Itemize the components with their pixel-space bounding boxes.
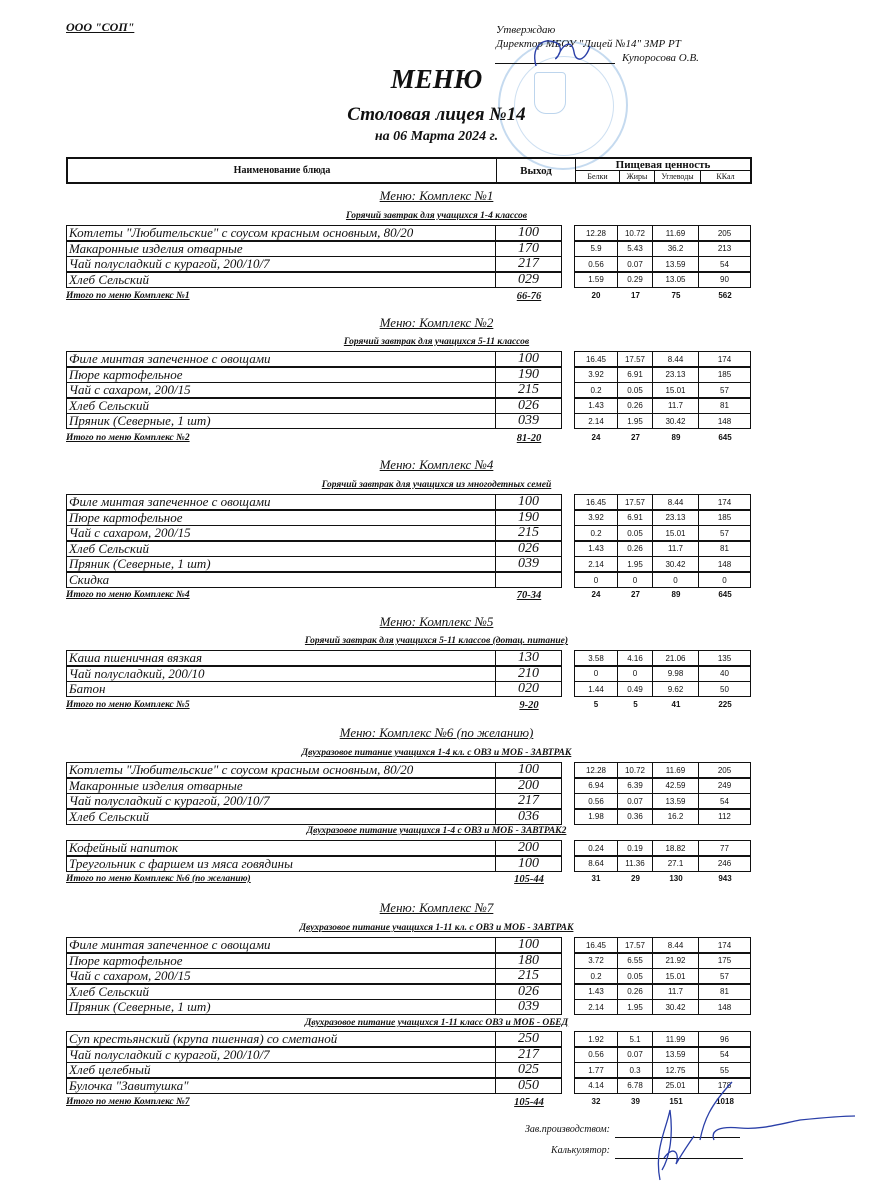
- dish-proteins: 2.14: [574, 413, 618, 429]
- group-subtitle: Горячий завтрак для учащихся 1-4 классов: [345, 211, 528, 221]
- dish-carbs: 23.13: [653, 510, 699, 526]
- dish-output: [496, 572, 562, 588]
- dish-carbs: 9.62: [653, 681, 699, 697]
- dish-name: Филе минтая запеченное с овощами: [66, 351, 496, 367]
- dish-fats: 0.26: [618, 984, 653, 1000]
- table-row: [66, 968, 752, 984]
- dish-carbs: 8.44: [653, 937, 699, 953]
- dish-proteins: 1.44: [574, 681, 618, 697]
- dish-proteins: 6.94: [574, 778, 618, 794]
- dish-proteins: 0.2: [574, 382, 618, 398]
- dish-output: 200: [496, 840, 562, 856]
- column-header-carbs: Углеводы: [655, 171, 701, 182]
- total-kcal: 1018: [716, 1097, 734, 1106]
- dish-kcal: 246: [699, 856, 751, 872]
- dish-fats: 0.29: [618, 272, 653, 288]
- dish-carbs: 27.1: [653, 856, 699, 872]
- calculator-label: Калькулятор:: [551, 1145, 610, 1156]
- table-row: [66, 937, 752, 953]
- dish-output: 170: [496, 241, 562, 257]
- total-label: Итого по меню Комплекс №4: [66, 590, 190, 600]
- dish-carbs: 11.7: [653, 541, 699, 557]
- dish-name: Макаронные изделия отварные: [66, 778, 496, 794]
- dish-kcal: 40: [699, 666, 751, 682]
- group-subtitle: Двухразовое питание учащихся 1-11 кл. с ОВЗ и МОБ - ЗАВТРАК: [299, 923, 574, 933]
- dish-proteins: 4.14: [574, 1078, 618, 1094]
- section-title: Меню: Комплекс №1: [379, 188, 494, 203]
- approve-director: Директор МБОУ "Лицей №14" ЗМР РТ: [496, 38, 681, 50]
- dish-carbs: 16.2: [653, 809, 699, 825]
- dish-name: Котлеты "Любительские" с соусом красным основным, 80/20: [66, 762, 496, 778]
- dish-name: Чай полусладкий с курагой, 200/10/7: [66, 1047, 496, 1063]
- table-row: [66, 572, 752, 588]
- section-title: Меню: Комплекс №2: [379, 315, 494, 330]
- dish-proteins: 16.45: [574, 351, 618, 367]
- table-row: [66, 525, 752, 541]
- dish-output: 215: [496, 382, 562, 398]
- total-kcal: 943: [718, 874, 732, 883]
- dish-output: 217: [496, 256, 562, 272]
- dish-carbs: 25.01: [653, 1078, 699, 1094]
- dish-kcal: 57: [699, 525, 751, 541]
- dish-name: Скидка: [66, 572, 496, 588]
- dish-proteins: 3.92: [574, 367, 618, 383]
- dish-proteins: 8.64: [574, 856, 618, 872]
- dish-proteins: 1.43: [574, 398, 618, 414]
- dish-kcal: 148: [699, 556, 751, 572]
- total-proteins: 24: [591, 433, 601, 442]
- dish-carbs: 11.99: [653, 1031, 699, 1047]
- dish-kcal: 185: [699, 510, 751, 526]
- table-row: [66, 856, 752, 872]
- dish-carbs: 11.69: [653, 762, 699, 778]
- table-row: [66, 510, 752, 526]
- dish-proteins: 1.92: [574, 1031, 618, 1047]
- total-label: Итого по меню Комплекс №6 (по желанию): [66, 874, 251, 884]
- dish-kcal: 54: [699, 793, 751, 809]
- total-price: 66-76: [516, 291, 542, 302]
- dish-fats: 0.05: [618, 525, 653, 541]
- dish-name: Котлеты "Любительские" с соусом красным основным, 80/20: [66, 225, 496, 241]
- dish-fats: 17.57: [618, 937, 653, 953]
- dish-fats: 0.07: [618, 1047, 653, 1063]
- dish-fats: 6.55: [618, 953, 653, 969]
- dish-fats: 1.95: [618, 999, 653, 1015]
- dish-proteins: 0: [574, 666, 618, 682]
- dish-carbs: 13.59: [653, 1047, 699, 1063]
- dish-proteins: 0.2: [574, 968, 618, 984]
- dish-fats: 10.72: [618, 762, 653, 778]
- total-kcal: 225: [718, 700, 732, 709]
- production-signature-icon: [640, 1070, 860, 1185]
- dish-name: Суп крестьянский (крупа пшенная) со сметаной: [66, 1031, 496, 1047]
- total-proteins: 20: [591, 291, 601, 300]
- total-label: Итого по меню Комплекс №1: [66, 291, 190, 301]
- dish-proteins: 2.14: [574, 999, 618, 1015]
- dish-output: 100: [496, 856, 562, 872]
- total-price: 70-34: [516, 590, 542, 601]
- dish-output: 020: [496, 681, 562, 697]
- dish-output: 215: [496, 525, 562, 541]
- total-proteins: 24: [591, 590, 601, 599]
- total-label: Итого по меню Комплекс №7: [66, 1097, 190, 1107]
- dish-fats: 1.95: [618, 413, 653, 429]
- dish-proteins: 1.77: [574, 1062, 618, 1078]
- dish-name: Филе минтая запеченное с овощами: [66, 937, 496, 953]
- dish-fats: 0.07: [618, 793, 653, 809]
- table-row: [66, 256, 752, 272]
- dish-name: Пюре картофельное: [66, 367, 496, 383]
- dish-kcal: 205: [699, 225, 751, 241]
- dish-output: 100: [496, 494, 562, 510]
- dish-proteins: 0.24: [574, 840, 618, 856]
- dish-carbs: 42.59: [653, 778, 699, 794]
- dish-kcal: 81: [699, 398, 751, 414]
- total-fats: 29: [631, 874, 640, 883]
- dish-kcal: 112: [699, 809, 751, 825]
- dish-carbs: 15.01: [653, 968, 699, 984]
- column-header-nutrition: Пищевая ценность: [576, 159, 750, 171]
- dish-kcal: 175: [699, 953, 751, 969]
- dish-carbs: 15.01: [653, 382, 699, 398]
- dish-kcal: 174: [699, 351, 751, 367]
- total-carbs: 130: [669, 874, 683, 883]
- dish-carbs: 18.82: [653, 840, 699, 856]
- section-title: Меню: Комплекс №7: [379, 900, 494, 915]
- dish-kcal: 213: [699, 241, 751, 257]
- dish-fats: 11.36: [618, 856, 653, 872]
- dish-fats: 0.3: [618, 1062, 653, 1078]
- table-row: [66, 556, 752, 572]
- column-header-proteins: Белки: [576, 171, 620, 182]
- table-row: [66, 984, 752, 1000]
- dish-output: 025: [496, 1062, 562, 1078]
- dish-output: 250: [496, 1031, 562, 1047]
- dish-carbs: 30.42: [653, 556, 699, 572]
- dish-fats: 6.78: [618, 1078, 653, 1094]
- dish-fats: 0: [618, 572, 653, 588]
- dish-kcal: 81: [699, 984, 751, 1000]
- dish-carbs: 21.06: [653, 650, 699, 666]
- dish-kcal: 185: [699, 367, 751, 383]
- table-row: [66, 793, 752, 809]
- dish-name: Пряник (Северные, 1 шт): [66, 999, 496, 1015]
- approve-director-name: Купоросова О.В.: [622, 52, 699, 64]
- dish-output: 029: [496, 272, 562, 288]
- page-subtitle: Столовая лицея №14: [347, 104, 526, 125]
- dish-fats: 5.1: [618, 1031, 653, 1047]
- dish-carbs: 13.59: [653, 256, 699, 272]
- dish-carbs: 8.44: [653, 351, 699, 367]
- dish-output: 100: [496, 351, 562, 367]
- dish-name: Пряник (Северные, 1 шт): [66, 413, 496, 429]
- dish-kcal: 174: [699, 494, 751, 510]
- dish-output: 190: [496, 510, 562, 526]
- total-proteins: 31: [591, 874, 601, 883]
- dish-carbs: 13.05: [653, 272, 699, 288]
- dish-output: 039: [496, 556, 562, 572]
- column-header-kcal: ККал: [716, 172, 735, 181]
- dish-output: 026: [496, 398, 562, 414]
- dish-kcal: 249: [699, 778, 751, 794]
- dish-name: Булочка "Завитушка": [66, 1078, 496, 1094]
- dish-name: Чай с сахаром, 200/15: [66, 525, 496, 541]
- dish-output: 215: [496, 968, 562, 984]
- table-row: [66, 650, 752, 666]
- dish-name: Пряник (Северные, 1 шт): [66, 556, 496, 572]
- dish-kcal: 0: [699, 572, 751, 588]
- total-carbs: 151: [669, 1097, 683, 1106]
- dish-output: 026: [496, 541, 562, 557]
- dish-kcal: 178: [699, 1078, 751, 1094]
- dish-proteins: 1.98: [574, 809, 618, 825]
- approve-label: Утверждаю: [496, 24, 556, 36]
- dish-fats: 10.72: [618, 225, 653, 241]
- dish-kcal: 81: [699, 541, 751, 557]
- dish-kcal: 50: [699, 681, 751, 697]
- group-subtitle: Горячий завтрак для учащихся 5-11 классов: [343, 337, 530, 347]
- dish-fats: 6.91: [618, 367, 653, 383]
- dish-output: 050: [496, 1078, 562, 1094]
- dish-output: 200: [496, 778, 562, 794]
- menu-date: на 06 Марта 2024 г.: [374, 129, 499, 144]
- dish-proteins: 0.56: [574, 1047, 618, 1063]
- dish-name: Хлеб Сельский: [66, 809, 496, 825]
- dish-name: Пюре картофельное: [66, 953, 496, 969]
- dish-name: Филе минтая запеченное с овощами: [66, 494, 496, 510]
- dish-name: Хлеб Сельский: [66, 984, 496, 1000]
- table-row: [66, 241, 752, 257]
- dish-name: Хлеб Сельский: [66, 272, 496, 288]
- dish-carbs: 30.42: [653, 999, 699, 1015]
- dish-output: 100: [496, 937, 562, 953]
- dish-kcal: 174: [699, 937, 751, 953]
- organization-name: ООО "СОП": [66, 20, 135, 34]
- dish-kcal: 55: [699, 1062, 751, 1078]
- dish-output: 036: [496, 809, 562, 825]
- dish-carbs: 15.01: [653, 525, 699, 541]
- dish-carbs: 8.44: [653, 494, 699, 510]
- column-header-output: Выход: [497, 159, 576, 182]
- table-row: [66, 351, 752, 367]
- dish-name: Хлеб Сельский: [66, 541, 496, 557]
- table-row: [66, 398, 752, 414]
- group-subtitle: Горячий завтрак для учащихся из многодетных семей: [321, 480, 552, 490]
- total-carbs: 41: [671, 700, 681, 709]
- dish-proteins: 1.43: [574, 541, 618, 557]
- dish-output: 190: [496, 367, 562, 383]
- dish-proteins: 3.58: [574, 650, 618, 666]
- dish-kcal: 77: [699, 840, 751, 856]
- dish-kcal: 205: [699, 762, 751, 778]
- total-kcal: 562: [718, 291, 732, 300]
- table-row: [66, 367, 752, 383]
- dish-carbs: 30.42: [653, 413, 699, 429]
- total-price: 105-44: [514, 1097, 544, 1108]
- dish-output: 100: [496, 762, 562, 778]
- total-kcal: 645: [718, 433, 732, 442]
- dish-output: 039: [496, 999, 562, 1015]
- group-subtitle: Горячий завтрак для учащихся 5-11 классов (дотац. питание): [304, 636, 569, 646]
- table-header: [66, 157, 752, 184]
- table-row: [66, 541, 752, 557]
- total-carbs: 75: [671, 291, 681, 300]
- total-price: 9-20: [519, 700, 539, 711]
- dish-kcal: 135: [699, 650, 751, 666]
- dish-fats: 0.36: [618, 809, 653, 825]
- dish-name: Треугольник с фаршем из мяса говядины: [66, 856, 496, 872]
- section-title: Меню: Комплекс №5: [379, 614, 494, 629]
- dish-name: Чай полусладкий, 200/10: [66, 666, 496, 682]
- dish-fats: 5.43: [618, 241, 653, 257]
- group-subtitle: Двухразовое питание учащихся 1-4 с ОВЗ и МОБ - ЗАВТРАК2: [306, 826, 567, 836]
- dish-fats: 6.39: [618, 778, 653, 794]
- total-fats: 39: [631, 1097, 640, 1106]
- dish-proteins: 3.92: [574, 510, 618, 526]
- dish-name: Чай полусладкий с курагой, 200/10/7: [66, 793, 496, 809]
- dish-kcal: 96: [699, 1031, 751, 1047]
- dish-carbs: 36.2: [653, 241, 699, 257]
- production-head-label: Зав.производством:: [524, 1124, 610, 1135]
- total-label: Итого по меню Комплекс №5: [66, 700, 190, 710]
- dish-proteins: 2.14: [574, 556, 618, 572]
- dish-proteins: 0.56: [574, 793, 618, 809]
- dish-proteins: 5.9: [574, 241, 618, 257]
- dish-proteins: 12.28: [574, 762, 618, 778]
- total-carbs: 89: [671, 433, 681, 442]
- table-row: [66, 1047, 752, 1063]
- total-fats: 17: [631, 291, 640, 300]
- dish-output: 026: [496, 984, 562, 1000]
- total-fats: 27: [631, 433, 640, 442]
- dish-fats: 0.05: [618, 382, 653, 398]
- dish-name: Каша пшеничная вязкая: [66, 650, 496, 666]
- dish-name: Хлеб Сельский: [66, 398, 496, 414]
- column-header-name: Наименование блюда: [68, 159, 497, 182]
- group-subtitle: Двухразовое питание учащихся 1-11 класс ОВЗ и МОБ - ОБЕД: [304, 1018, 569, 1028]
- table-row: [66, 999, 752, 1015]
- dish-kcal: 148: [699, 413, 751, 429]
- table-row: [66, 809, 752, 825]
- section-title: Меню: Комплекс №4: [379, 457, 494, 472]
- dish-proteins: 0.2: [574, 525, 618, 541]
- table-row: [66, 666, 752, 682]
- dish-name: Батон: [66, 681, 496, 697]
- dish-fats: 0: [618, 666, 653, 682]
- group-subtitle: Двухразовое питание учащихся 1-4 кл. с ОВЗ и МОБ - ЗАВТРАК: [301, 748, 572, 758]
- dish-fats: 17.57: [618, 494, 653, 510]
- table-row: [66, 494, 752, 510]
- table-row: [66, 953, 752, 969]
- dish-kcal: 148: [699, 999, 751, 1015]
- dish-name: Чай полусладкий с курагой, 200/10/7: [66, 256, 496, 272]
- table-row: [66, 681, 752, 697]
- dish-fats: 1.95: [618, 556, 653, 572]
- dish-fats: 0.49: [618, 681, 653, 697]
- dish-kcal: 90: [699, 272, 751, 288]
- table-row: [66, 1031, 752, 1047]
- dish-output: 100: [496, 225, 562, 241]
- table-row: [66, 413, 752, 429]
- total-proteins: 32: [591, 1097, 601, 1106]
- dish-proteins: 0: [574, 572, 618, 588]
- dish-proteins: 16.45: [574, 937, 618, 953]
- dish-carbs: 23.13: [653, 367, 699, 383]
- dish-output: 130: [496, 650, 562, 666]
- column-header-fats: Жиры: [620, 171, 655, 182]
- total-kcal: 645: [718, 590, 732, 599]
- dish-proteins: 12.28: [574, 225, 618, 241]
- total-label: Итого по меню Комплекс №2: [66, 433, 190, 443]
- table-row: [66, 382, 752, 398]
- dish-output: 180: [496, 953, 562, 969]
- dish-name: Чай с сахаром, 200/15: [66, 968, 496, 984]
- dish-name: Чай с сахаром, 200/15: [66, 382, 496, 398]
- dish-proteins: 16.45: [574, 494, 618, 510]
- dish-carbs: 11.69: [653, 225, 699, 241]
- dish-fats: 0.19: [618, 840, 653, 856]
- dish-fats: 0.07: [618, 256, 653, 272]
- total-price: 81-20: [516, 433, 542, 444]
- dish-fats: 0.26: [618, 541, 653, 557]
- dish-name: Хлеб целебный: [66, 1062, 496, 1078]
- dish-carbs: 11.7: [653, 984, 699, 1000]
- total-proteins: 5: [593, 700, 599, 709]
- dish-carbs: 9.98: [653, 666, 699, 682]
- table-row: [66, 762, 752, 778]
- total-carbs: 89: [671, 590, 681, 599]
- total-fats: 27: [631, 590, 640, 599]
- dish-output: 039: [496, 413, 562, 429]
- dish-output: 217: [496, 793, 562, 809]
- dish-carbs: 13.59: [653, 793, 699, 809]
- dish-output: 210: [496, 666, 562, 682]
- table-row: [66, 272, 752, 288]
- total-price: 105-44: [514, 874, 544, 885]
- dish-fats: 17.57: [618, 351, 653, 367]
- dish-kcal: 57: [699, 382, 751, 398]
- table-row: [66, 225, 752, 241]
- dish-output: 217: [496, 1047, 562, 1063]
- page-title: МЕНЮ: [390, 64, 483, 94]
- dish-name: Кофейный напиток: [66, 840, 496, 856]
- table-row: [66, 840, 752, 856]
- dish-proteins: 1.59: [574, 272, 618, 288]
- dish-kcal: 54: [699, 256, 751, 272]
- dish-fats: 0.26: [618, 398, 653, 414]
- dish-carbs: 11.7: [653, 398, 699, 414]
- dish-carbs: 12.75: [653, 1062, 699, 1078]
- dish-proteins: 3.72: [574, 953, 618, 969]
- dish-name: Макаронные изделия отварные: [66, 241, 496, 257]
- dish-proteins: 1.43: [574, 984, 618, 1000]
- dish-kcal: 54: [699, 1047, 751, 1063]
- dish-name: Пюре картофельное: [66, 510, 496, 526]
- dish-carbs: 0: [653, 572, 699, 588]
- total-fats: 5: [633, 700, 638, 709]
- dish-carbs: 21.92: [653, 953, 699, 969]
- dish-fats: 6.91: [618, 510, 653, 526]
- table-row: [66, 778, 752, 794]
- dish-kcal: 57: [699, 968, 751, 984]
- section-title: Меню: Комплекс №6 (по желанию): [339, 725, 534, 740]
- dish-fats: 4.16: [618, 650, 653, 666]
- dish-proteins: 0.56: [574, 256, 618, 272]
- dish-fats: 0.05: [618, 968, 653, 984]
